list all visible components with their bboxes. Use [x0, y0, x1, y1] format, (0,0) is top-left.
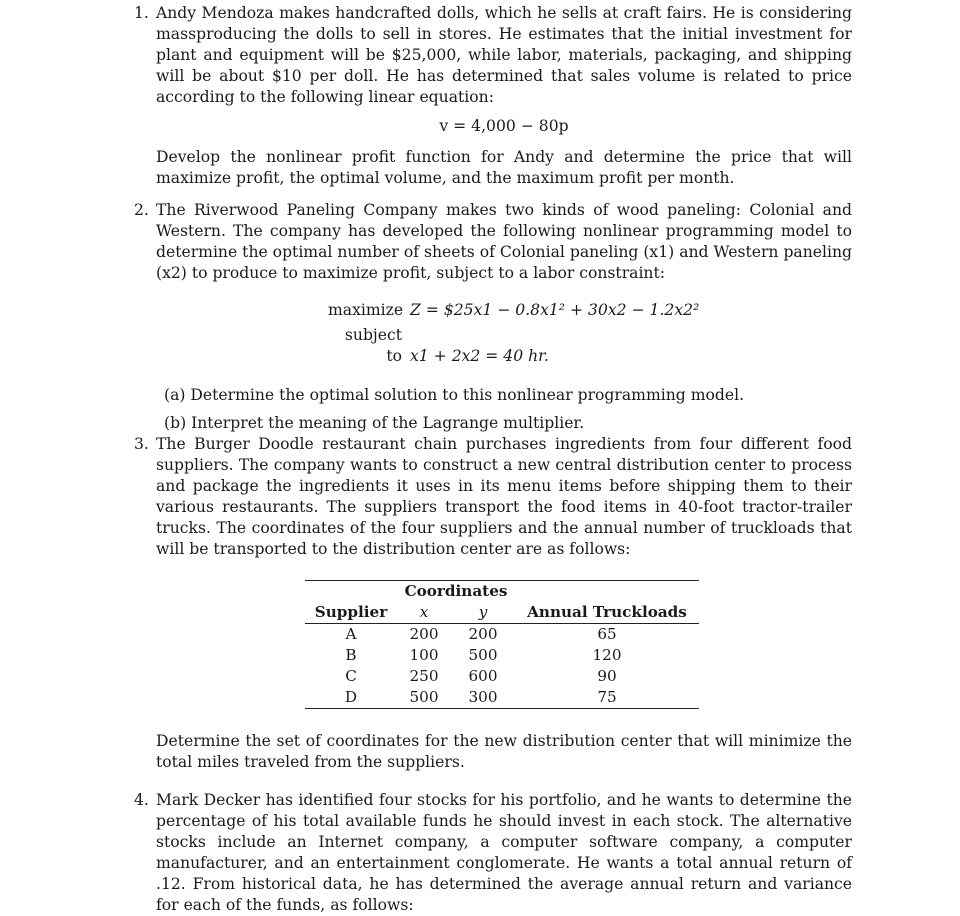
truckloads-cell: 75 [515, 687, 699, 709]
x-cell: 200 [409, 625, 439, 643]
demand-equation: v = 4,000 − 80p [439, 117, 569, 135]
problem-number: 2. [134, 201, 149, 219]
problem-3 [134, 434, 852, 560]
col-header-x: x [397, 602, 451, 624]
problem-2 [134, 200, 852, 441]
table-row [305, 666, 699, 687]
supplier-table [305, 580, 699, 709]
problem-text: The Riverwood Paneling Company makes two kinds of wood paneling: Colonial and Western. The company has developed the following nonlinear programming model to determine the optimal number of sheets of Colonial paneling (x1) and Western paneling (x2) to produce to maximize profit, subject to a labor constraint: [156, 201, 852, 282]
problem-4 [134, 790, 852, 916]
problem-text: Determine the set of coordinates for the new distribution center that will minimize the total miles traveled from the suppliers. [156, 732, 852, 771]
x-cell: 500 [397, 687, 451, 709]
table-row [305, 687, 699, 709]
nlp-model [328, 300, 852, 367]
problem-1 [134, 3, 852, 189]
problem-text: Andy Mendoza makes handcrafted dolls, which he sells at craft fairs. He is considering massproducing the dolls to sell in stores. He estimates that the initial investment for plant and equipment will be $25,000, while labor, materials, packaging, and shipping will be about $10 per doll. He has determined that sales volume is related to price according to the following linear equation: [156, 4, 852, 106]
x-cell: 250 [409, 667, 439, 685]
col-header-supplier: Supplier [305, 602, 397, 624]
coordinates-header: Coordinates [397, 581, 515, 603]
labor-constraint: x1 + 2x2 = 40 hr. [410, 347, 549, 365]
truckloads-cell: 120 [592, 646, 622, 664]
part-b: (b) Interpret the meaning of the Lagrange multiplier. [164, 414, 585, 432]
y-cell: 300 [451, 687, 515, 709]
y-cell: 600 [468, 667, 498, 685]
problem-text: The Burger Doodle restaurant chain purchases ingredients from four different food suppliers. The company wants to construct a new central distribution center to process and package the ingredients it uses in its menu items before shipping them to their various restaurants. The suppliers transport the food items in 40-foot tractor-trailer trucks. The coordinates of the four suppliers and the annual number of truckloads that will be transported to the distribution center are as follows: [156, 435, 852, 558]
table-row [305, 624, 699, 646]
supplier-cell: B [345, 646, 357, 664]
supplier-cell: D [305, 687, 397, 709]
problem-text: Mark Decker has identified four stocks for his portfolio, and he wants to determine the percentage of his total available funds he should invest in each stock. The alternative stocks include an Internet company, a computer software company, a computer manufacturer, and an entertainment conglomerate. He wants a total annual return of .12. From historical data, he has determined the average annual return and variance for each of the funds, as follows: [156, 791, 852, 914]
truckloads-cell: 90 [597, 667, 617, 685]
problem-number: 1. [134, 4, 149, 22]
constraint-label: subject to [344, 326, 402, 365]
problem-parts [164, 385, 852, 434]
y-cell: 500 [468, 646, 498, 664]
truckloads-cell: 65 [597, 625, 617, 643]
part-a: (a) Determine the optimal solution to this nonlinear programming model. [164, 386, 745, 404]
col-header-y: y [451, 602, 515, 624]
problem-text: Develop the nonlinear profit function for Andy and determine the price that will maximize profit, the optimal volume, and the maximum profit per month. [156, 148, 852, 187]
problem-3-closing [134, 731, 852, 773]
objective-function: Z = $25x1 − 0.8x1² + 30x2 − 1.2x2² [410, 301, 700, 319]
y-cell: 200 [468, 625, 498, 643]
supplier-cell: C [345, 667, 357, 685]
table-row [305, 645, 699, 666]
objective-label: maximize [328, 301, 404, 319]
supplier-cell: A [345, 625, 357, 643]
problem-number: 3. [134, 435, 149, 453]
x-cell: 100 [409, 646, 439, 664]
col-header-truckloads: Annual Truckloads [515, 602, 699, 624]
problem-number: 4. [134, 791, 149, 809]
